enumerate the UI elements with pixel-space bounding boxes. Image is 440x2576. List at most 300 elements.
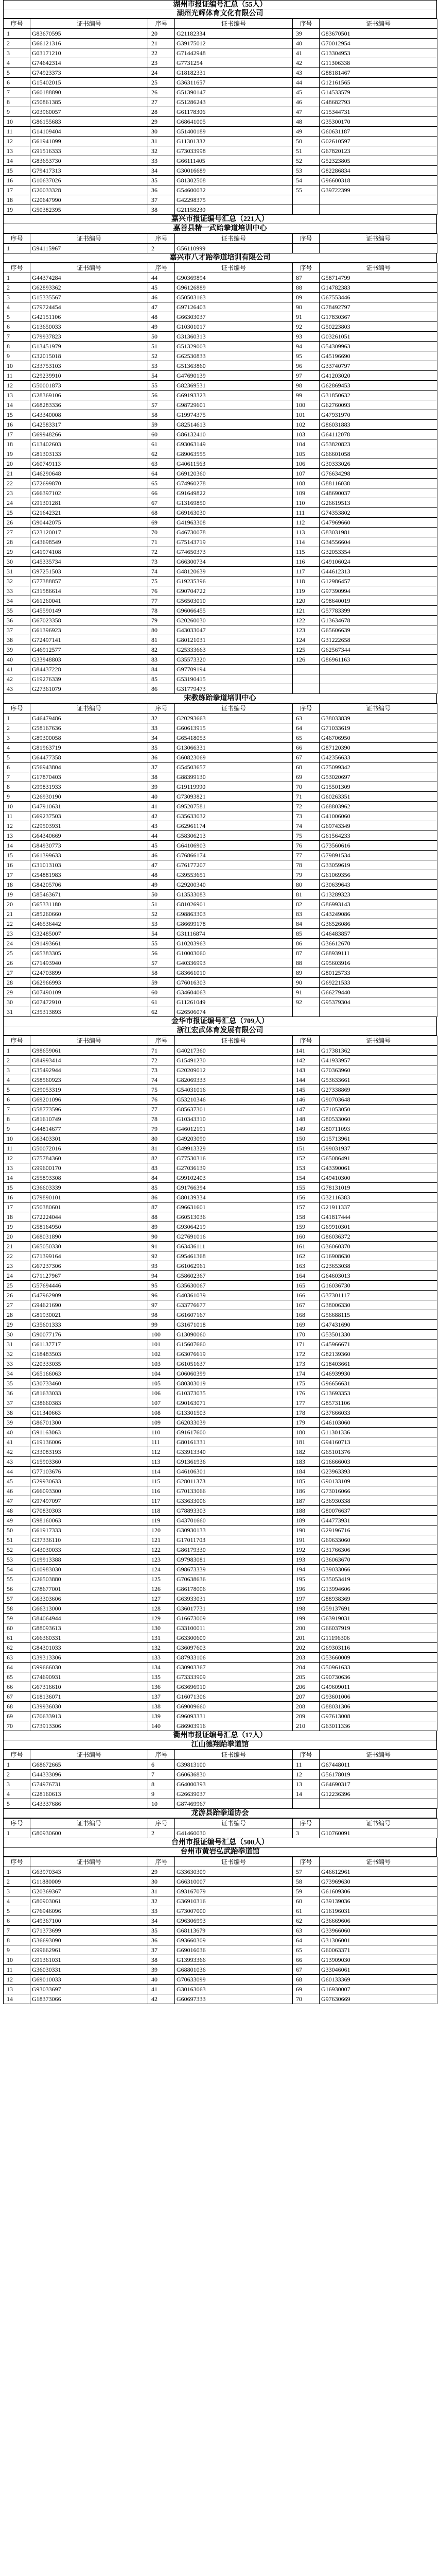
seq-cell: 80 (148, 1134, 175, 1144)
cert-cell: G96306993 (175, 1916, 293, 1926)
cert-cell: G44773931 (320, 1516, 437, 1526)
seq-cell: 139 (148, 1711, 175, 1721)
cert-cell: G43030033 (30, 1545, 148, 1555)
cert-cell: G30163063 (175, 1985, 293, 1994)
table-row (4, 1965, 437, 1975)
seq-cell: 195 (293, 1574, 320, 1584)
seq-cell: 97 (148, 1300, 175, 1310)
cert-cell: G16666003 (320, 1457, 437, 1467)
cert-cell: G78131019 (320, 1183, 437, 1193)
seq-cell: 146 (293, 1095, 320, 1105)
seq-cell: 96 (293, 361, 320, 371)
seq-cell: 66 (4, 1682, 30, 1692)
seq-cell: 37 (148, 1945, 175, 1955)
cert-cell: G70830303 (30, 1506, 148, 1516)
seq-cell: 122 (148, 1545, 175, 1555)
table-row (4, 1212, 437, 1222)
seq-cell: 116 (148, 1486, 175, 1496)
cert-cell: G26619513 (320, 498, 437, 508)
table-row (4, 1134, 437, 1144)
table-row (4, 1320, 437, 1330)
seq-cell: 57 (148, 400, 175, 410)
cert-cell: G82369531 (175, 381, 293, 391)
cert-cell: G29196716 (320, 1526, 437, 1535)
cert-cell: G65606639 (320, 625, 437, 635)
seq-cell: 21 (4, 469, 30, 479)
table-row (4, 1506, 437, 1516)
seq-cell: 87 (293, 273, 320, 283)
cert-cell: G84437228 (30, 665, 148, 674)
cert-cell: G48682793 (320, 97, 437, 107)
cert-cell: G91617600 (175, 1428, 293, 1437)
cert-cell: G50223803 (320, 322, 437, 332)
seq-cell: 46 (148, 293, 175, 302)
seq-cell: 15 (4, 166, 30, 176)
seq-header: 序号 (148, 19, 175, 29)
cert-cell: G23963393 (320, 1467, 437, 1477)
seq-header: 序号 (148, 1819, 175, 1828)
cert-cell: G84930773 (30, 841, 148, 851)
cert-cell: G81633033 (30, 1388, 148, 1398)
cert-cell: G64106903 (175, 841, 293, 851)
seq-cell: 31 (4, 567, 30, 577)
seq-cell: 47 (4, 1496, 30, 1506)
seq-cell: 14 (4, 156, 30, 166)
seq-cell: 87 (148, 1202, 175, 1212)
cert-cell: G70363960 (320, 1065, 437, 1075)
cert-cell: G64690317 (320, 1780, 437, 1789)
cert-cell: G21911337 (320, 1202, 437, 1212)
cert-cell: G62760093 (320, 400, 437, 410)
cert-cell: G36669606 (320, 1916, 437, 1926)
seq-cell: 67 (4, 1692, 30, 1702)
cert-cell: G93033697 (30, 1985, 148, 1994)
cert-cell: G89063555 (175, 449, 293, 459)
seq-cell: 197 (293, 1594, 320, 1604)
cert-cell: G31306001 (320, 1936, 437, 1945)
table-row (4, 400, 437, 410)
seq-cell: 12 (4, 1154, 30, 1163)
seq-cell: 71 (148, 537, 175, 547)
seq-cell: 76 (148, 1095, 175, 1105)
table-row (4, 1633, 437, 1643)
seq-cell: 64 (293, 1936, 320, 1945)
seq-cell: 122 (293, 616, 320, 625)
cert-cell: G74353802 (320, 508, 437, 518)
region-summary-title: 衢州市报证编号汇总（17人） (3, 1731, 437, 1740)
seq-cell: 171 (293, 1340, 320, 1349)
table-row (4, 733, 437, 743)
seq-cell: 86 (293, 939, 320, 948)
cert-cell: G46706950 (320, 733, 437, 743)
cert-cell: G71127967 (30, 1271, 148, 1281)
cert-cell: G46939930 (320, 1369, 437, 1379)
seq-cell: 118 (293, 577, 320, 586)
seq-cell: 118 (148, 1506, 175, 1516)
table-row (4, 283, 437, 293)
cert-cell: G82514613 (175, 420, 293, 430)
table-row (4, 1418, 437, 1428)
cert-cell: G65383305 (30, 948, 148, 958)
seq-cell: 135 (148, 1672, 175, 1682)
seq-cell: 46 (148, 851, 175, 860)
table-row (4, 381, 437, 391)
cert-cell: G17870403 (30, 772, 148, 782)
seq-cell: 42 (148, 811, 175, 821)
cert-cell: G57783399 (320, 606, 437, 616)
cert-cell: G58164950 (30, 1222, 148, 1232)
cert-header: 证书编号 (320, 704, 437, 714)
cert-cell: G26506074 (175, 1007, 293, 1017)
cert-cell: G71033619 (320, 723, 437, 733)
seq-cell: 63 (4, 1653, 30, 1663)
cert-cell: G27338869 (320, 1085, 437, 1095)
seq-cell: 11 (293, 1760, 320, 1770)
table-row (4, 1789, 437, 1799)
seq-cell: 89 (293, 293, 320, 302)
cert-cell: G61069356 (320, 870, 437, 880)
seq-cell: 52 (148, 909, 175, 919)
table-row (4, 1056, 437, 1065)
seq-cell: 69 (293, 1985, 320, 1994)
seq-cell: 28 (4, 537, 30, 547)
cert-cell: G61564233 (320, 831, 437, 841)
cert-cell: G69633060 (320, 1535, 437, 1545)
cert-cell: G66313000 (30, 1604, 148, 1614)
seq-cell: 28 (148, 107, 175, 117)
certificate-table (3, 1036, 437, 1731)
seq-cell: 5 (4, 753, 30, 762)
seq-cell: 66 (293, 743, 320, 753)
cert-cell: G56110999 (175, 244, 293, 253)
cert-cell: G97126403 (175, 302, 293, 312)
cert-cell: G36060370 (320, 1242, 437, 1251)
seq-cell: 81 (148, 635, 175, 645)
cert-cell: G53210346 (175, 1095, 293, 1105)
seq-cell: 49 (148, 880, 175, 890)
seq-cell: 17 (4, 870, 30, 880)
cert-cell: G33083193 (30, 1447, 148, 1457)
seq-cell: 172 (293, 1349, 320, 1359)
seq-cell: 74 (148, 567, 175, 577)
cert-cell: G59137691 (320, 1604, 437, 1614)
cert-cell: G73093821 (175, 792, 293, 802)
cert-cell: G69201096 (30, 1095, 148, 1105)
table-row (4, 988, 437, 997)
seq-cell: 89 (148, 1222, 175, 1232)
certificate-table (3, 233, 437, 253)
seq-cell: 148 (293, 1114, 320, 1124)
seq-cell: 57 (4, 1594, 30, 1604)
cert-cell: G90442075 (30, 518, 148, 528)
table-row (4, 1046, 437, 1056)
seq-cell: 9 (4, 1945, 30, 1955)
cert-cell: G20333035 (30, 1359, 148, 1369)
cert-cell: G36017731 (175, 1604, 293, 1614)
cert-cell: G95379304 (320, 997, 437, 1007)
table-row (4, 127, 437, 137)
seq-cell: 11 (4, 811, 30, 821)
seq-cell: 201 (293, 1633, 320, 1643)
seq-cell: 3 (4, 733, 30, 743)
cert-cell: G76016303 (175, 978, 293, 988)
organization-title: 嘉兴市八才跆拳道培训有限公司 (3, 253, 437, 263)
cert-cell: G84301033 (30, 1643, 148, 1653)
table-row (4, 1183, 437, 1193)
seq-cell: 104 (293, 439, 320, 449)
cert-cell: G43249086 (320, 909, 437, 919)
seq-cell: 59 (148, 420, 175, 430)
seq-cell: 66 (293, 1955, 320, 1965)
cert-cell: G26503880 (30, 1574, 148, 1584)
cert-cell: G58602367 (175, 1271, 293, 1281)
seq-cell: 149 (293, 1124, 320, 1134)
seq-cell: 119 (293, 586, 320, 596)
seq-cell: 89 (293, 968, 320, 978)
table-row (4, 498, 437, 508)
seq-cell: 17 (4, 430, 30, 439)
seq-cell: 19 (4, 205, 30, 215)
seq-cell: 2 (148, 1828, 175, 1838)
seq-cell: 78 (293, 860, 320, 870)
seq-cell: 19 (4, 890, 30, 900)
seq-cell: 113 (148, 1457, 175, 1467)
seq-cell: 10 (4, 802, 30, 811)
seq-cell: 47 (148, 860, 175, 870)
cert-cell: G16036730 (320, 1281, 437, 1291)
seq-cell: 9 (148, 1789, 175, 1799)
seq-cell: 181 (293, 1437, 320, 1447)
cert-cell: G20209012 (175, 1065, 293, 1075)
seq-cell: 209 (293, 1711, 320, 1721)
seq-cell: 58 (4, 1604, 30, 1614)
cert-cell: G84205706 (30, 880, 148, 890)
seq-header: 序号 (293, 1750, 320, 1760)
seq-cell: 54 (148, 929, 175, 939)
cert-cell: G46912577 (30, 645, 148, 655)
seq-cell: 50 (4, 1526, 30, 1535)
cert-header: 证书编号 (175, 1750, 293, 1760)
cert-cell: G41006060 (320, 811, 437, 821)
cert-cell: G67023358 (30, 616, 148, 625)
cert-cell: G49106024 (320, 557, 437, 567)
seq-header: 序号 (148, 1750, 175, 1760)
seq-cell: 56 (148, 948, 175, 958)
seq-cell: 45 (4, 1477, 30, 1486)
seq-cell: 20 (148, 29, 175, 39)
seq-cell: 129 (148, 1614, 175, 1623)
seq-cell: 49 (293, 127, 320, 137)
cert-cell: G67820123 (320, 146, 437, 156)
cert-cell: G18373066 (30, 1994, 148, 2004)
header-row (4, 234, 437, 244)
cert-header: 证书编号 (30, 1036, 148, 1046)
seq-cell: 82 (293, 900, 320, 909)
cert-cell (320, 1007, 437, 1017)
cert-cell: G12236396 (320, 1789, 437, 1799)
cert-cell: G79417313 (30, 166, 148, 176)
cert-cell: G84064944 (30, 1614, 148, 1623)
cert-cell: G15335567 (30, 293, 148, 302)
cert-cell: G62961174 (175, 821, 293, 831)
seq-cell: 49 (4, 1516, 30, 1526)
cert-cell: G45590149 (30, 606, 148, 616)
seq-cell: 39 (148, 1965, 175, 1975)
table-row (4, 1349, 437, 1359)
table-row (4, 1926, 437, 1936)
seq-cell: 1 (4, 1828, 30, 1838)
seq-cell: 54 (293, 176, 320, 185)
table-row (4, 1428, 437, 1437)
seq-cell: 83 (293, 909, 320, 919)
seq-cell: 120 (293, 596, 320, 606)
cert-cell: G69910301 (320, 1222, 437, 1232)
seq-cell: 10 (4, 1955, 30, 1965)
seq-cell: 21 (148, 39, 175, 48)
table-row (4, 449, 437, 459)
seq-cell: 84 (148, 665, 175, 674)
cert-cell: G66397102 (30, 488, 148, 498)
table-row (4, 1994, 437, 2004)
cert-cell: G53660009 (320, 1653, 437, 1663)
cert-cell: G60631187 (320, 127, 437, 137)
cert-cell: G51390147 (175, 88, 293, 97)
seq-cell: 28 (4, 978, 30, 988)
seq-cell: 86 (148, 684, 175, 694)
cert-cell: G21642321 (30, 508, 148, 518)
seq-cell: 138 (148, 1702, 175, 1711)
cert-cell: G69120360 (175, 469, 293, 479)
cert-cell: G80125733 (320, 968, 437, 978)
cert-cell: G68939111 (320, 948, 437, 958)
table-row (4, 782, 437, 792)
seq-cell: 79 (148, 1124, 175, 1134)
cert-cell: G57694446 (30, 1281, 148, 1291)
cert-cell: G85463671 (30, 890, 148, 900)
cert-cell: G33776677 (175, 1300, 293, 1310)
seq-cell: 43 (293, 68, 320, 78)
seq-cell: 29 (4, 988, 30, 997)
seq-cell: 13 (4, 831, 30, 841)
seq-cell: 95 (148, 1281, 175, 1291)
seq-header: 序号 (4, 1750, 30, 1760)
seq-cell: 82 (148, 645, 175, 655)
seq-cell: 64 (148, 469, 175, 479)
cert-cell: G91493661 (30, 939, 148, 948)
cert-cell: G66300734 (175, 557, 293, 567)
seq-cell: 66 (148, 488, 175, 498)
cert-cell (320, 1799, 437, 1809)
cert-cell: G87120390 (320, 743, 437, 753)
seq-cell: 141 (293, 1046, 320, 1056)
seq-cell: 8 (4, 342, 30, 351)
seq-cell: 14 (293, 1789, 320, 1799)
seq-cell: 13 (4, 391, 30, 400)
table-row (4, 1555, 437, 1565)
seq-header: 序号 (4, 19, 30, 29)
seq-cell: 2 (4, 283, 30, 293)
cert-cell: G69743349 (320, 821, 437, 831)
cert-cell: G44333096 (30, 1770, 148, 1780)
seq-cell: 20 (4, 459, 30, 469)
cert-cell: G88031306 (320, 1702, 437, 1711)
seq-cell: 165 (293, 1281, 320, 1291)
seq-cell: 41 (4, 665, 30, 674)
cert-header: 证书编号 (30, 234, 148, 244)
table-row (4, 743, 437, 753)
table-row (4, 1271, 437, 1281)
cert-cell: G31850632 (320, 391, 437, 400)
seq-cell: 32 (4, 1349, 30, 1359)
seq-cell: 23 (4, 1261, 30, 1271)
seq-cell: 22 (4, 1251, 30, 1261)
seq-header: 序号 (293, 1857, 320, 1867)
seq-header: 序号 (293, 1819, 320, 1828)
seq-cell: 144 (293, 1075, 320, 1085)
table-row (4, 753, 437, 762)
seq-header: 序号 (148, 1857, 175, 1867)
seq-cell: 32 (148, 714, 175, 723)
seq-cell: 33 (148, 723, 175, 733)
table-row (4, 714, 437, 723)
cert-cell: G31586614 (30, 586, 148, 596)
cert-cell: G18483503 (30, 1349, 148, 1359)
table-row (4, 802, 437, 811)
seq-cell: 71 (293, 792, 320, 802)
cert-cell: G99666030 (30, 1663, 148, 1672)
cert-cell: G56943804 (30, 762, 148, 772)
cert-cell: G81930021 (30, 1310, 148, 1320)
table-row (4, 1379, 437, 1388)
cert-cell: G24703899 (30, 968, 148, 978)
table-row (4, 1222, 437, 1232)
cert-cell: G11301332 (175, 137, 293, 146)
cert-cell: G65050330 (30, 1242, 148, 1251)
table-row (4, 1535, 437, 1545)
seq-cell: 29 (4, 1320, 30, 1330)
seq-cell: 68 (148, 508, 175, 518)
seq-cell: 9 (4, 107, 30, 117)
seq-cell (293, 665, 320, 674)
cert-header: 证书编号 (320, 1036, 437, 1046)
seq-cell: 13 (4, 1985, 30, 1994)
seq-cell: 18 (4, 880, 30, 890)
seq-cell (293, 674, 320, 684)
cert-cell: G70633099 (175, 1975, 293, 1985)
cert-cell: G61396923 (30, 625, 148, 635)
seq-cell: 36 (4, 616, 30, 625)
seq-cell: 75 (293, 831, 320, 841)
cert-cell: G72699870 (30, 479, 148, 488)
seq-cell: 6 (4, 322, 30, 332)
cert-cell: G93064219 (175, 1222, 293, 1232)
cert-cell: G64603013 (320, 1271, 437, 1281)
cert-cell: G38660383 (30, 1398, 148, 1408)
table-row (4, 459, 437, 469)
seq-cell: 77 (293, 851, 320, 860)
seq-cell: 119 (148, 1516, 175, 1526)
cert-cell: G70012954 (320, 39, 437, 48)
cert-cell: G26930190 (30, 792, 148, 802)
cert-cell: G33630309 (175, 1867, 293, 1877)
seq-cell: 78 (148, 1114, 175, 1124)
seq-cell: 13 (4, 1163, 30, 1173)
table-row (4, 107, 437, 117)
cert-cell: G14109404 (30, 127, 148, 137)
seq-cell: 99 (148, 1320, 175, 1330)
cert-cell (320, 684, 437, 694)
cert-header: 证书编号 (320, 1857, 437, 1867)
